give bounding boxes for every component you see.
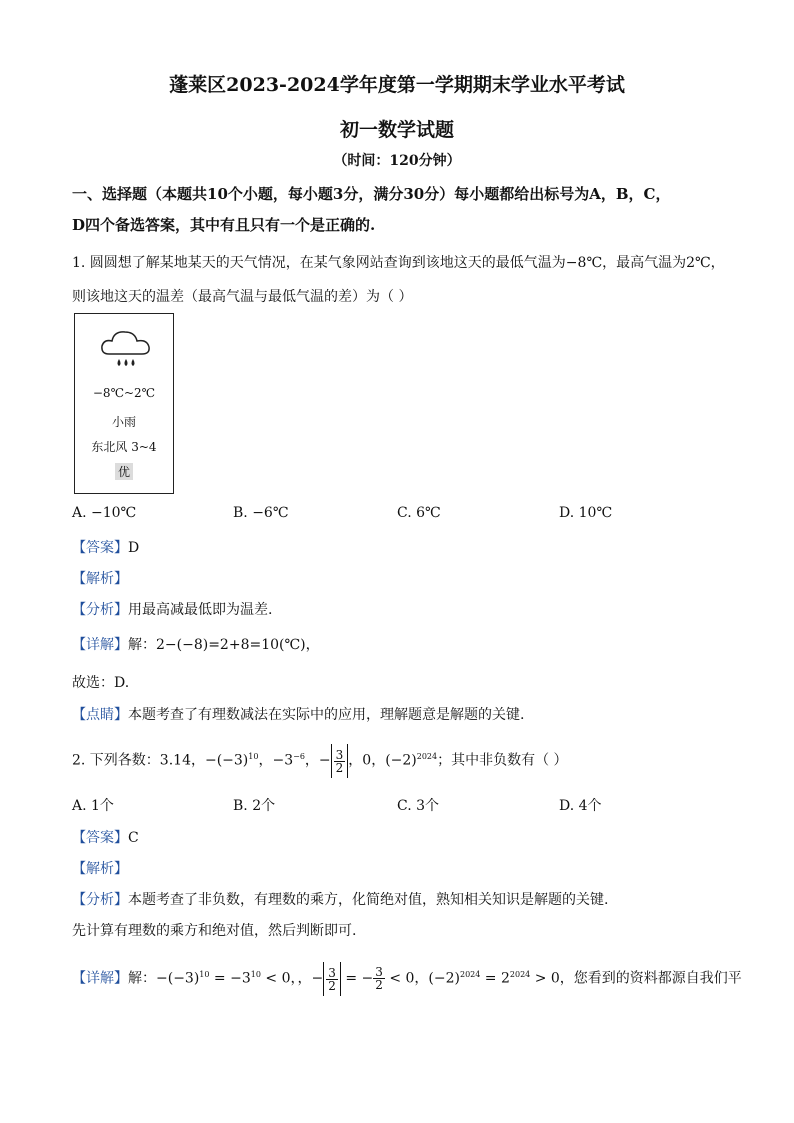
exam-title: 蓬莱区2023-2024学年度第一学期期末学业水平考试 xyxy=(169,74,625,96)
q1-option-b: B. −6℃ xyxy=(233,505,289,521)
q2-fraction xyxy=(334,749,346,774)
detail-fraction2 xyxy=(373,966,385,991)
q2-text xyxy=(72,739,568,779)
q1-detail xyxy=(72,634,320,654)
q2-frac-den: 2 xyxy=(335,761,344,776)
detail-b: = −3 xyxy=(209,970,251,987)
q1-text-line1: 1. 圆圆想了解某地某天的天气情况，在某气象网站查询到该地这天的最低气温为−8℃，最高气温为2℃， xyxy=(72,255,725,271)
q2-option-d: D. 4个 xyxy=(559,798,602,814)
detail-frac2-num: 3 xyxy=(375,965,383,980)
weather-condition: 小雨 xyxy=(111,415,136,429)
detail-abs-value xyxy=(323,962,341,996)
comment-tag: 【点睛】 xyxy=(72,707,128,723)
fenxi-text: 用最高减最低即为温差. xyxy=(128,602,273,618)
section-heading-line2: D四个备选答案，其中有且只有一个是正确的. xyxy=(72,216,376,234)
detail-fraction xyxy=(326,967,338,992)
detail-frac-num: 3 xyxy=(328,966,336,981)
q1-fenxi xyxy=(72,599,272,619)
weather-card xyxy=(74,313,174,494)
detail-minus: ，− xyxy=(297,970,324,987)
q2-mid2: ，− xyxy=(304,752,331,769)
detail-g: > 0，您看到的资料都源自我们平 xyxy=(530,970,742,987)
q2-suffix: ；其中非负数有（ ） xyxy=(437,752,568,769)
detail-text: 解：2−(−8)=2+8=10(℃)， xyxy=(128,637,320,653)
detail-frac-den: 2 xyxy=(328,979,336,994)
wind-info: 东北风 3~4 xyxy=(91,440,157,454)
q2-mid1: ，−3 xyxy=(258,752,294,769)
temperature-range: −8℃~2℃ xyxy=(92,386,156,400)
detail-c: < 0， xyxy=(260,970,298,987)
answer-tag: 【答案】 xyxy=(72,830,128,846)
answer-value: D xyxy=(128,540,140,556)
q2-detail xyxy=(72,957,742,997)
q1-option-a: A. −10℃ xyxy=(72,505,137,521)
detail-e: < 0，(−2) xyxy=(384,970,460,987)
detail-exp2024b: 2024 xyxy=(509,970,531,979)
q2-answer xyxy=(72,827,139,847)
q1-answer xyxy=(72,537,139,557)
q2-analysis-tag: 【解析】 xyxy=(72,861,128,877)
detail-tag: 【详解】 xyxy=(72,970,128,987)
q2-exp6: −6 xyxy=(293,752,305,761)
q2-abs-value xyxy=(331,744,349,778)
air-quality xyxy=(75,463,173,480)
q2-option-a: A. 1个 xyxy=(72,798,114,814)
section-heading-line1: 一、选择题（本题共10个小题，每小题3分，满分30分）每小题都给出标号为A，B，C， xyxy=(72,185,671,203)
detail-frac2-den: 2 xyxy=(375,978,383,993)
q1-analysis-tag: 【解析】 xyxy=(72,571,128,587)
q2-fenxi2: 先计算有理数的乘方和绝对值，然后判断即可. xyxy=(72,923,357,939)
answer-value: C xyxy=(128,830,139,846)
detail-exp10b: 10 xyxy=(250,970,261,979)
time-note: （时间：120分钟） xyxy=(333,153,461,169)
rain-cloud-icon xyxy=(99,326,153,374)
detail-d: = − xyxy=(340,970,374,987)
comment-text: 本题考查了有理数减法在实际中的应用，理解题意是解题的关键. xyxy=(128,707,525,723)
detail-exp10a: 10 xyxy=(199,970,210,979)
q1-option-d: D. 10℃ xyxy=(559,505,613,521)
answer-tag: 【答案】 xyxy=(72,540,128,556)
q1-text-line2: 则该地这天的温差（最高气温与最低气温的差）为（ ） xyxy=(72,289,413,305)
q1-comment xyxy=(72,704,524,724)
fenxi-tag: 【分析】 xyxy=(72,892,128,908)
q2-mid3: ，0，(−2) xyxy=(348,752,417,769)
q2-option-b: B. 2个 xyxy=(233,798,276,814)
paper-subtitle: 初一数学试题 xyxy=(339,119,454,141)
detail-tag: 【详解】 xyxy=(72,637,128,653)
q2-option-c: C. 3个 xyxy=(397,798,440,814)
q1-option-c: C. 6℃ xyxy=(397,505,441,521)
q1-choose: 故选：D. xyxy=(72,675,130,691)
detail-f: = 2 xyxy=(480,970,510,987)
q2-exp2024: 2024 xyxy=(416,752,438,761)
air-quality-badge: 优 xyxy=(115,463,133,480)
q2-fenxi xyxy=(72,889,608,909)
fenxi-tag: 【分析】 xyxy=(72,602,128,618)
q2-exp10: 10 xyxy=(248,752,259,761)
fenxi-text: 本题考查了非负数，有理数的乘方，化简绝对值，熟知相关知识是解题的关键. xyxy=(128,892,609,908)
detail-a: 解：−(−3) xyxy=(128,970,200,987)
q2-prefix: 2. 下列各数：3.14，−(−3) xyxy=(72,752,249,769)
q2-frac-num: 3 xyxy=(335,748,344,763)
detail-exp2024a: 2024 xyxy=(460,970,481,979)
